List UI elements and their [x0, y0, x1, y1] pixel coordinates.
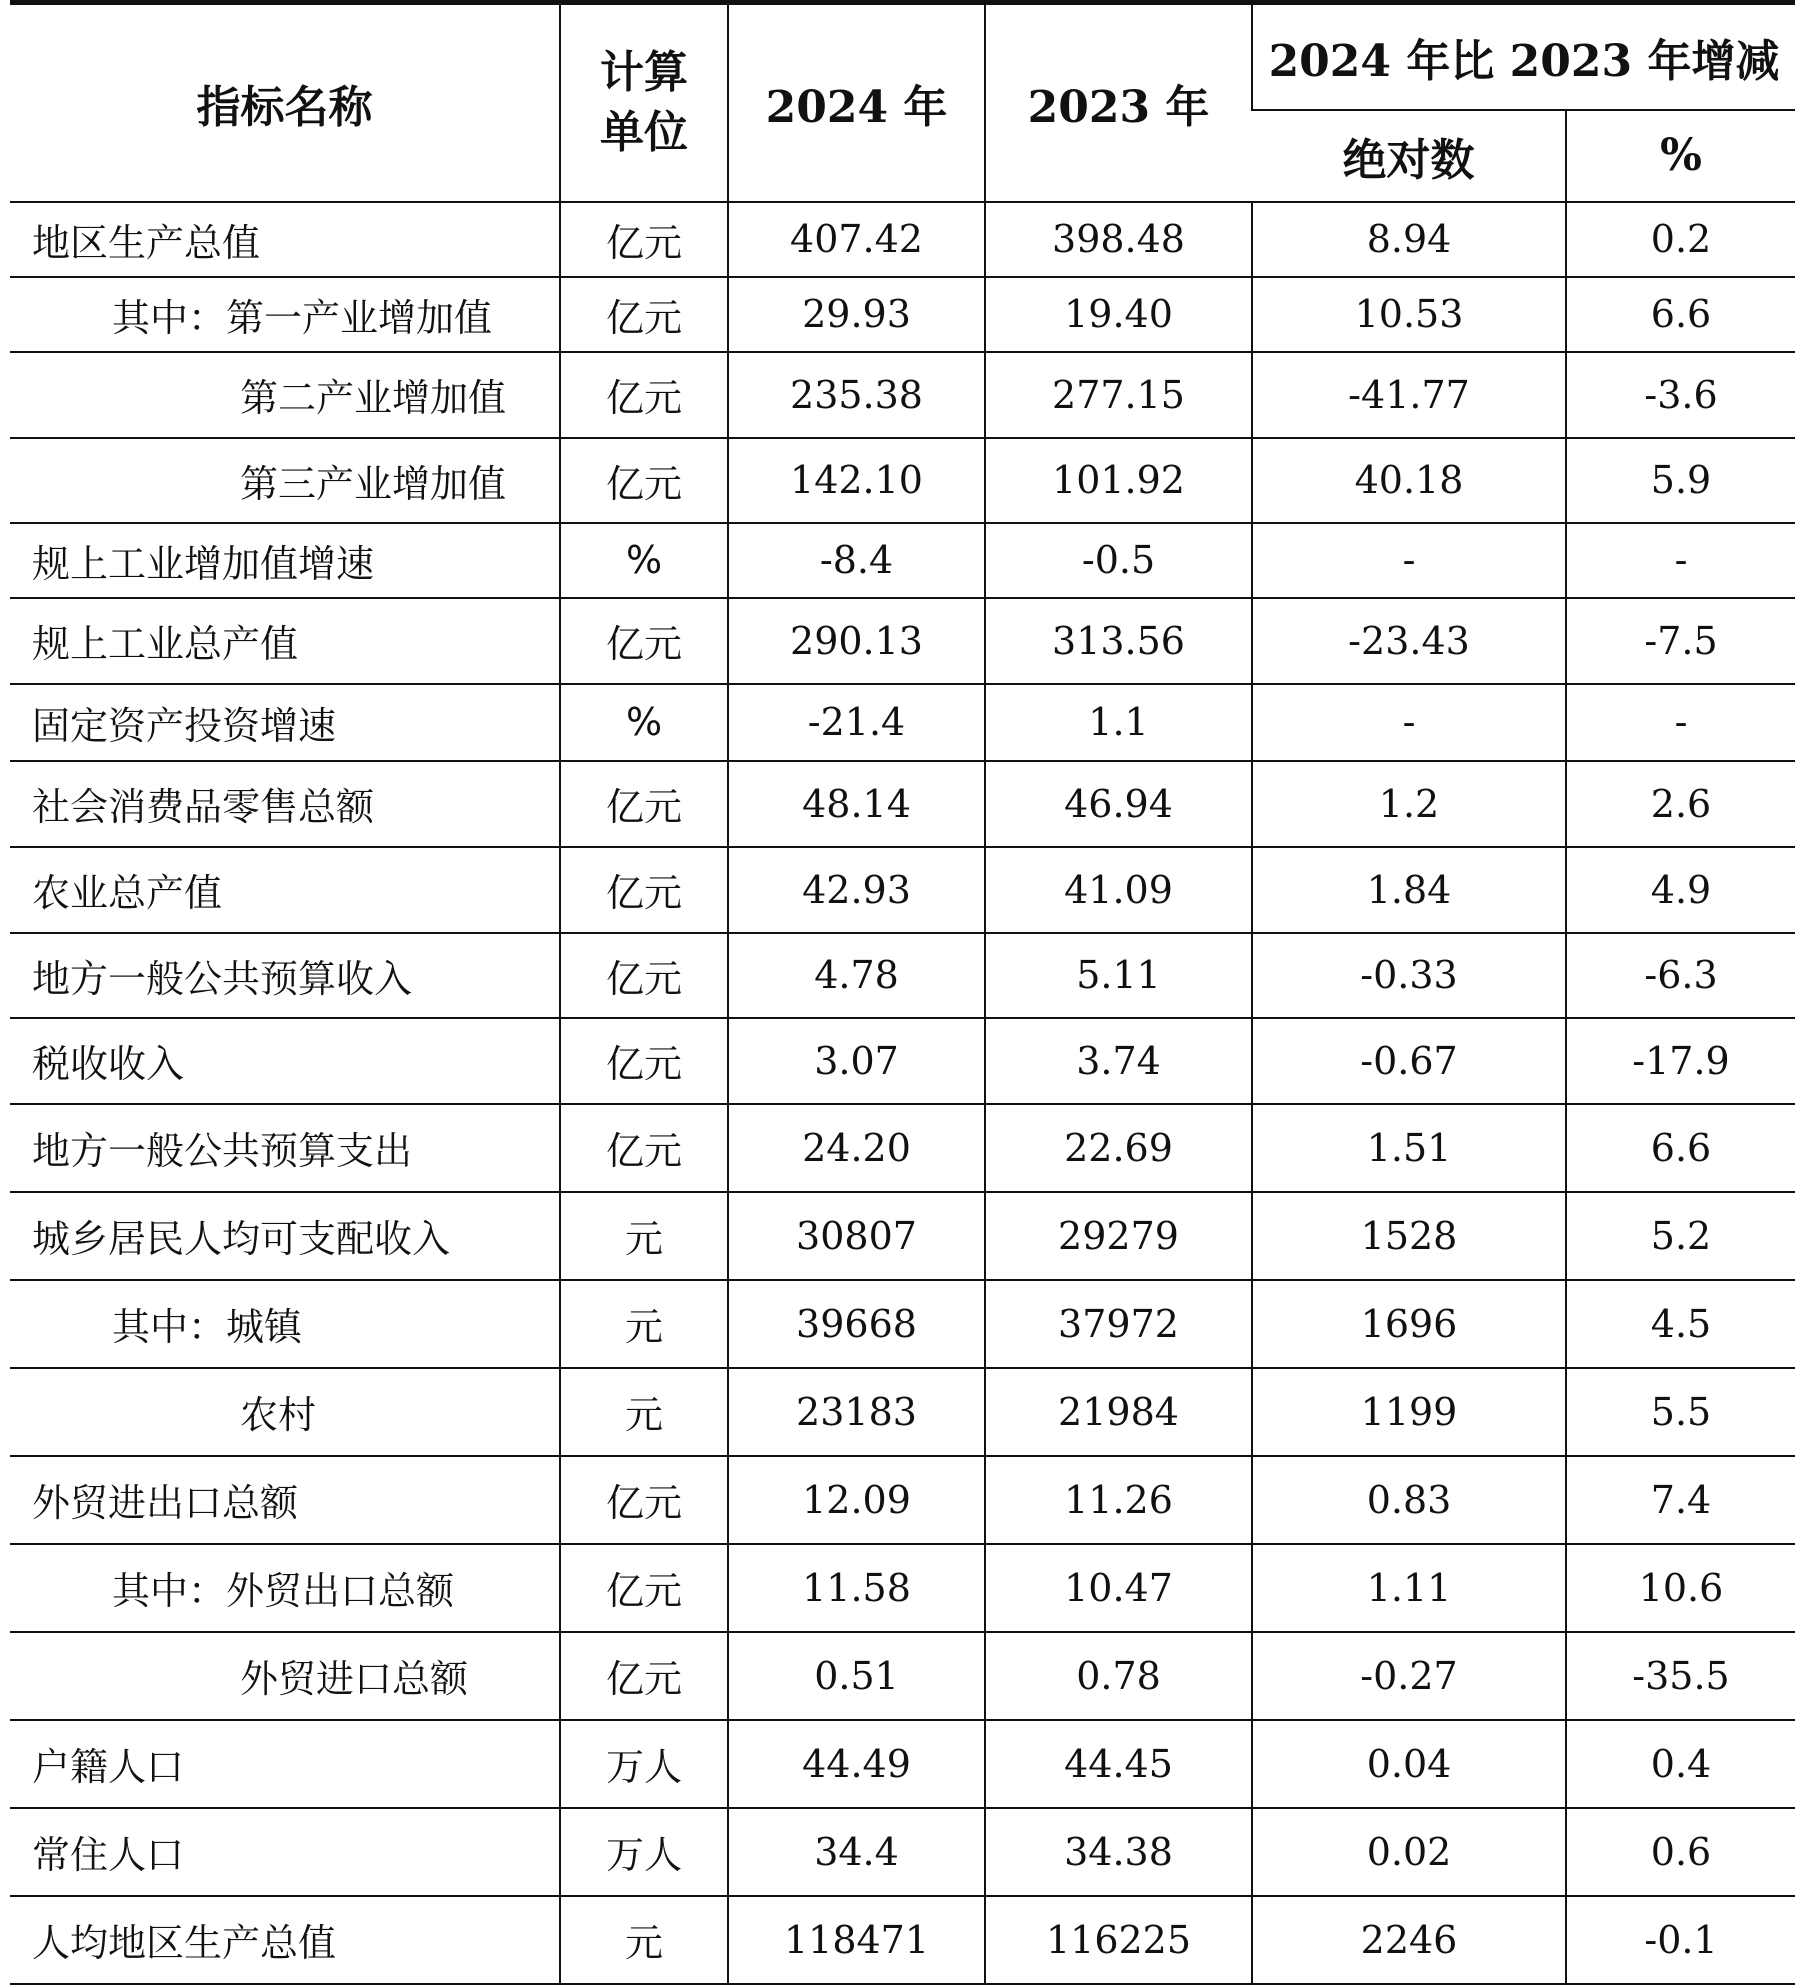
value-2024-cell: 118471: [728, 1896, 985, 1984]
change-percent-cell: -7.5: [1566, 598, 1795, 684]
table-row: [10, 1192, 1795, 1280]
unit-cell: 元: [560, 1192, 728, 1280]
indicator-name-cell: 外贸进口总额: [10, 1632, 560, 1720]
change-absolute-cell: -0.27: [1252, 1632, 1566, 1720]
unit-cell: %: [560, 684, 728, 761]
value-2023-cell: 41.09: [985, 847, 1252, 933]
indicator-name-cell: 其中：外贸出口总额: [10, 1544, 560, 1632]
value-2023-cell: 34.38: [985, 1808, 1252, 1896]
value-2023-cell: 0.78: [985, 1632, 1252, 1720]
table-row: [10, 1544, 1795, 1632]
change-absolute-cell: 1199: [1252, 1368, 1566, 1456]
table-row: [10, 933, 1795, 1018]
table-row: [10, 277, 1795, 352]
unit-cell: 亿元: [560, 1632, 728, 1720]
table-row: [10, 1720, 1795, 1808]
change-percent-cell: 10.6: [1566, 1544, 1795, 1632]
unit-cell: 元: [560, 1368, 728, 1456]
value-2024-cell: 407.42: [728, 202, 985, 277]
unit-cell: 亿元: [560, 352, 728, 438]
header-change: 2024 年比 2023 年增减: [1252, 3, 1795, 110]
table-row: [10, 598, 1795, 684]
table-row: [10, 202, 1795, 277]
table-row: [10, 684, 1795, 761]
indicator-name-cell: 地区生产总值: [10, 202, 560, 277]
change-percent-cell: -0.1: [1566, 1896, 1795, 1984]
value-2024-cell: 290.13: [728, 598, 985, 684]
indicator-name-cell: 常住人口: [10, 1808, 560, 1896]
change-absolute-cell: 1696: [1252, 1280, 1566, 1368]
change-absolute-cell: 1.11: [1252, 1544, 1566, 1632]
change-absolute-cell: -0.67: [1252, 1018, 1566, 1104]
unit-cell: 亿元: [560, 933, 728, 1018]
table-row: [10, 1456, 1795, 1544]
indicator-name-cell: 第三产业增加值: [10, 438, 560, 523]
change-absolute-cell: 0.04: [1252, 1720, 1566, 1808]
unit-cell: 亿元: [560, 1018, 728, 1104]
header-unit: [560, 3, 728, 202]
indicator-name-cell: 第二产业增加值: [10, 352, 560, 438]
change-percent-cell: 4.5: [1566, 1280, 1795, 1368]
value-2023-cell: 29279: [985, 1192, 1252, 1280]
value-2024-cell: 3.07: [728, 1018, 985, 1104]
change-percent-cell: -3.6: [1566, 352, 1795, 438]
indicator-name-cell: 人均地区生产总值: [10, 1896, 560, 1984]
change-absolute-cell: 1.51: [1252, 1104, 1566, 1192]
value-2024-cell: 48.14: [728, 761, 985, 847]
change-absolute-cell: -0.33: [1252, 933, 1566, 1018]
change-percent-cell: 0.4: [1566, 1720, 1795, 1808]
value-2024-cell: 29.93: [728, 277, 985, 352]
unit-cell: 亿元: [560, 761, 728, 847]
indicator-name-cell: 地方一般公共预算收入: [10, 933, 560, 1018]
value-2024-cell: 235.38: [728, 352, 985, 438]
value-2023-cell: 5.11: [985, 933, 1252, 1018]
value-2024-cell: -8.4: [728, 523, 985, 598]
value-2024-cell: 39668: [728, 1280, 985, 1368]
value-2023-cell: 19.40: [985, 277, 1252, 352]
value-2024-cell: 34.4: [728, 1808, 985, 1896]
indicator-name-cell: 社会消费品零售总额: [10, 761, 560, 847]
value-2024-cell: 30807: [728, 1192, 985, 1280]
change-absolute-cell: -: [1252, 523, 1566, 598]
indicator-name-cell: 地方一般公共预算支出: [10, 1104, 560, 1192]
change-absolute-cell: 1528: [1252, 1192, 1566, 1280]
value-2024-cell: 12.09: [728, 1456, 985, 1544]
indicator-name-cell: 城乡居民人均可支配收入: [10, 1192, 560, 1280]
value-2024-cell: 142.10: [728, 438, 985, 523]
table-row: [10, 438, 1795, 523]
table-row: [10, 1368, 1795, 1456]
value-2023-cell: 22.69: [985, 1104, 1252, 1192]
header-year-2024: 2024 年: [728, 3, 985, 202]
value-2023-cell: 11.26: [985, 1456, 1252, 1544]
change-absolute-cell: 10.53: [1252, 277, 1566, 352]
change-absolute-cell: -23.43: [1252, 598, 1566, 684]
value-2023-cell: 46.94: [985, 761, 1252, 847]
change-absolute-cell: 0.83: [1252, 1456, 1566, 1544]
unit-cell: 亿元: [560, 598, 728, 684]
statistics-table-container: [10, 0, 1795, 1985]
value-2023-cell: 313.56: [985, 598, 1252, 684]
value-2024-cell: 0.51: [728, 1632, 985, 1720]
change-absolute-cell: 1.2: [1252, 761, 1566, 847]
unit-cell: 元: [560, 1896, 728, 1984]
indicator-name-cell: 规上工业增加值增速: [10, 523, 560, 598]
change-absolute-cell: -41.77: [1252, 352, 1566, 438]
header-absolute: 绝对数: [1252, 110, 1566, 202]
table-row: [10, 1808, 1795, 1896]
table-row: [10, 523, 1795, 598]
value-2023-cell: -0.5: [985, 523, 1252, 598]
value-2023-cell: 116225: [985, 1896, 1252, 1984]
table-header: [10, 3, 1795, 202]
header-unit-text: 计算 单位: [600, 46, 688, 158]
value-2023-cell: 44.45: [985, 1720, 1252, 1808]
change-absolute-cell: 0.02: [1252, 1808, 1566, 1896]
table-row: [10, 1896, 1795, 1984]
change-percent-cell: -35.5: [1566, 1632, 1795, 1720]
value-2024-cell: 11.58: [728, 1544, 985, 1632]
value-2023-cell: 398.48: [985, 202, 1252, 277]
value-2023-cell: 37972: [985, 1280, 1252, 1368]
indicator-name-cell: 其中：第一产业增加值: [10, 277, 560, 352]
change-percent-cell: -: [1566, 523, 1795, 598]
unit-cell: 亿元: [560, 438, 728, 523]
indicator-name-cell: 农业总产值: [10, 847, 560, 933]
table-body: [10, 202, 1795, 1984]
change-percent-cell: -6.3: [1566, 933, 1795, 1018]
header-year-2023: 2023 年: [985, 3, 1252, 202]
value-2023-cell: 1.1: [985, 684, 1252, 761]
table-row: [10, 352, 1795, 438]
change-percent-cell: -17.9: [1566, 1018, 1795, 1104]
change-percent-cell: 2.6: [1566, 761, 1795, 847]
value-2024-cell: 24.20: [728, 1104, 985, 1192]
value-2023-cell: 21984: [985, 1368, 1252, 1456]
header-percent: %: [1566, 110, 1795, 202]
value-2024-cell: 42.93: [728, 847, 985, 933]
change-percent-cell: 6.6: [1566, 277, 1795, 352]
unit-cell: 万人: [560, 1808, 728, 1896]
table-row: [10, 1104, 1795, 1192]
change-percent-cell: 5.5: [1566, 1368, 1795, 1456]
change-absolute-cell: 8.94: [1252, 202, 1566, 277]
change-percent-cell: 6.6: [1566, 1104, 1795, 1192]
value-2023-cell: 3.74: [985, 1018, 1252, 1104]
indicator-name-cell: 农村: [10, 1368, 560, 1456]
change-absolute-cell: 2246: [1252, 1896, 1566, 1984]
table-row: [10, 1632, 1795, 1720]
indicator-name-cell: 外贸进出口总额: [10, 1456, 560, 1544]
value-2023-cell: 277.15: [985, 352, 1252, 438]
unit-cell: 亿元: [560, 1456, 728, 1544]
indicator-name-cell: 税收收入: [10, 1018, 560, 1104]
change-absolute-cell: -: [1252, 684, 1566, 761]
change-percent-cell: 4.9: [1566, 847, 1795, 933]
value-2023-cell: 10.47: [985, 1544, 1252, 1632]
change-absolute-cell: 40.18: [1252, 438, 1566, 523]
change-percent-cell: -: [1566, 684, 1795, 761]
change-percent-cell: 7.4: [1566, 1456, 1795, 1544]
unit-cell: 万人: [560, 1720, 728, 1808]
change-percent-cell: 5.9: [1566, 438, 1795, 523]
value-2024-cell: 4.78: [728, 933, 985, 1018]
unit-cell: 亿元: [560, 1544, 728, 1632]
table-row: [10, 1280, 1795, 1368]
value-2023-cell: 101.92: [985, 438, 1252, 523]
change-percent-cell: 0.6: [1566, 1808, 1795, 1896]
change-percent-cell: 0.2: [1566, 202, 1795, 277]
header-indicator-name: 指标名称: [10, 3, 560, 202]
indicator-name-cell: 其中：城镇: [10, 1280, 560, 1368]
indicator-name-cell: 规上工业总产值: [10, 598, 560, 684]
value-2024-cell: 44.49: [728, 1720, 985, 1808]
change-percent-cell: 5.2: [1566, 1192, 1795, 1280]
table-row: [10, 1018, 1795, 1104]
value-2024-cell: -21.4: [728, 684, 985, 761]
economic-indicators-table: [10, 0, 1795, 1985]
indicator-name-cell: 户籍人口: [10, 1720, 560, 1808]
indicator-name-cell: 固定资产投资增速: [10, 684, 560, 761]
unit-cell: 亿元: [560, 1104, 728, 1192]
change-absolute-cell: 1.84: [1252, 847, 1566, 933]
unit-cell: 亿元: [560, 202, 728, 277]
unit-cell: 亿元: [560, 847, 728, 933]
unit-cell: 亿元: [560, 277, 728, 352]
table-row: [10, 847, 1795, 933]
table-row: [10, 761, 1795, 847]
unit-cell: %: [560, 523, 728, 598]
value-2024-cell: 23183: [728, 1368, 985, 1456]
unit-cell: 元: [560, 1280, 728, 1368]
